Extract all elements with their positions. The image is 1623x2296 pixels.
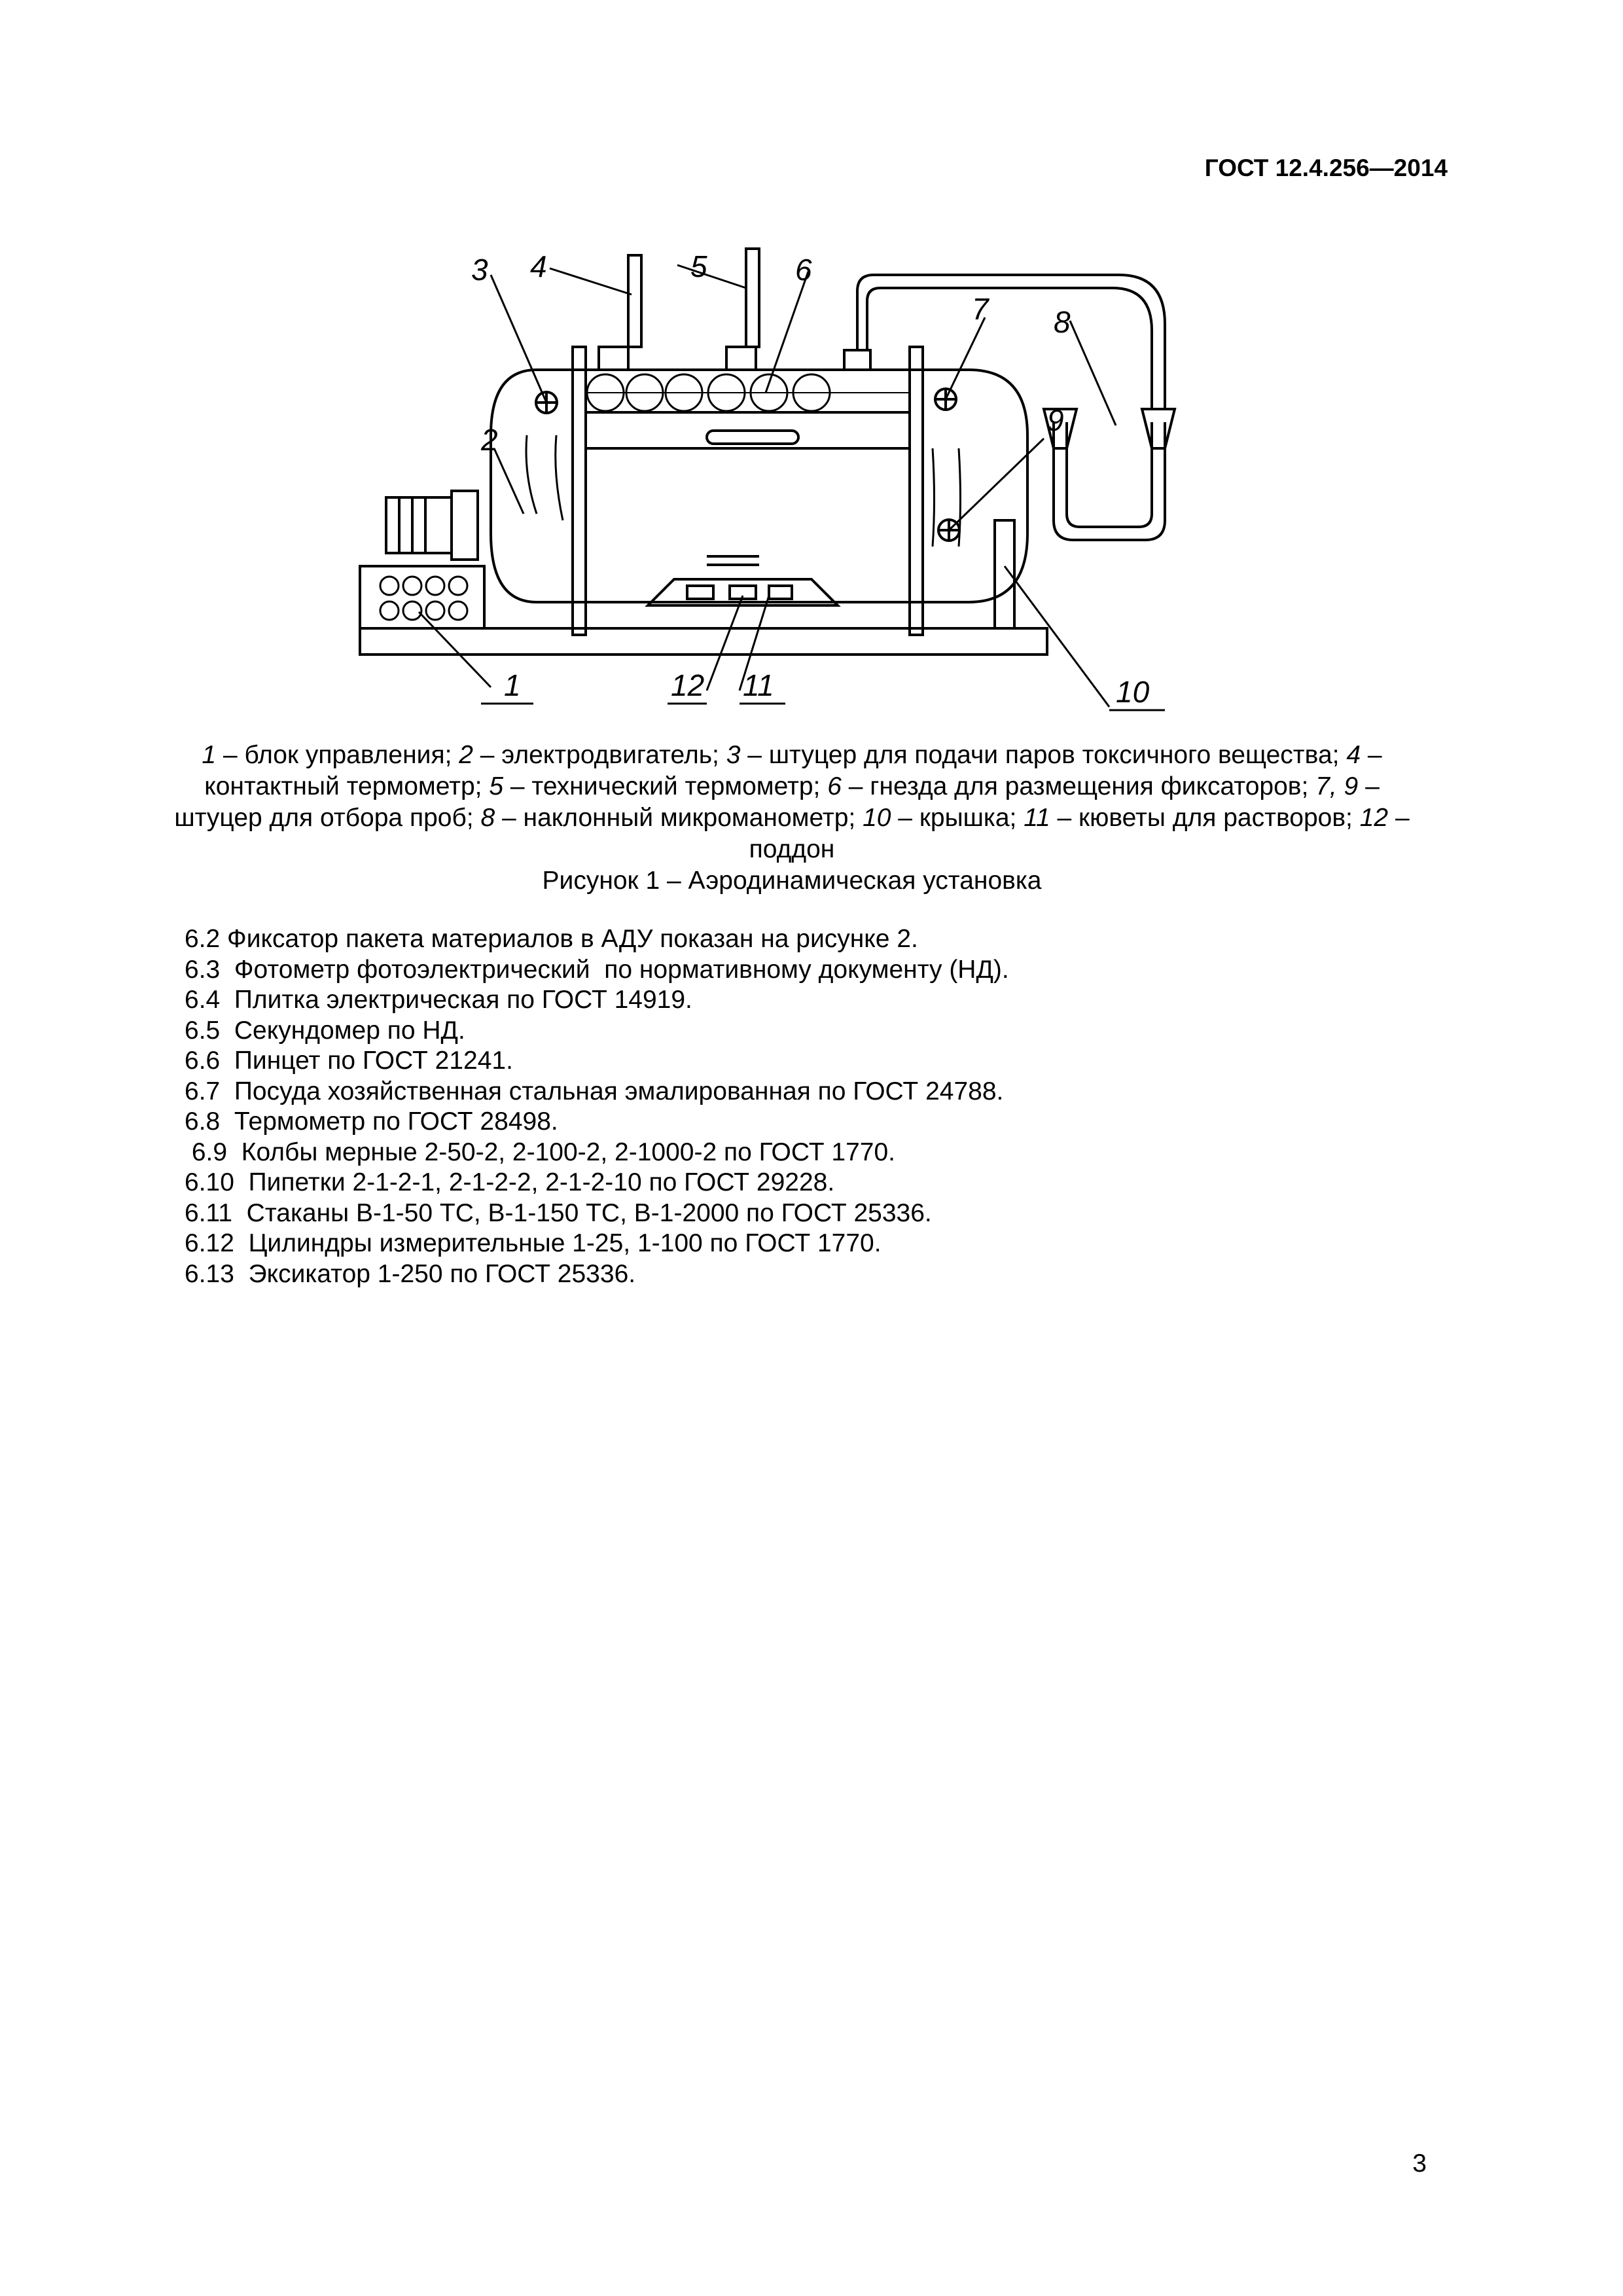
equipment-list [185, 924, 1009, 1289]
technical-thermometer [746, 249, 759, 347]
figure-label-3: 3 [471, 253, 488, 287]
document-header: ГОСТ 12.4.256—2014 [1204, 154, 1448, 181]
list-item: 6.6 Пинцет по ГОСТ 21241. [185, 1047, 513, 1075]
list-item: 6.2 Фиксатор пакета материалов в АДУ показан на рисунке 2. [185, 925, 918, 953]
list-item: 6.12 Цилиндры измерительные 1-25, 1-100 по ГОСТ 1770. [185, 1229, 882, 1257]
contact-thermometer [628, 255, 641, 347]
figure-label-1: 1 [504, 668, 521, 702]
control-knobs [380, 577, 467, 620]
figure-label-2: 2 [481, 423, 498, 457]
figure-label-8: 8 [1054, 305, 1071, 339]
list-item: 6.11 Стаканы В-1-50 ТС, В-1-150 ТС, В-1-2000 по ГОСТ 25336. [185, 1198, 932, 1227]
figure-label-11: 11 [743, 668, 774, 702]
list-item: 6.4 Плитка электрическая по ГОСТ 14919. [185, 986, 692, 1014]
figure-label-7: 7 [972, 292, 989, 326]
figure-caption [157, 740, 1427, 897]
figure-label-10: 10 [1116, 675, 1150, 709]
base-plate [360, 628, 1047, 655]
list-item: 6.10 Пипетки 2-1-2-1, 2-1-2-2, 2-1-2-10 по ГОСТ 29228. [185, 1168, 835, 1196]
electric-motor [386, 497, 452, 553]
list-item: 6.9 Колбы мерные 2-50-2, 2-100-2, 2-1000-2 по ГОСТ 1770. [185, 1138, 896, 1166]
list-item: 6.13 Эксикатор 1-250 по ГОСТ 25336. [185, 1259, 636, 1288]
list-item: 6.8 Термометр по ГОСТ 28498. [185, 1107, 558, 1136]
figure-label-4: 4 [530, 249, 547, 283]
figure-label-9: 9 [1047, 403, 1064, 437]
figure-title: Рисунок 1 – Аэродинамическая установка [542, 867, 1042, 895]
figure-label-5: 5 [690, 249, 707, 283]
figure-label-12: 12 [671, 668, 705, 702]
list-item: 6.3 Фотометр фотоэлектрический по нормативному документу (НД). [185, 955, 1009, 984]
figure-legend: 1 – блок управления; 2 – электродвигатель; 3 – штуцер для подачи паров токсичного вещества; 4 – контактный термометр; 5 – технический термометр; 6 – гнезда для размещения фиксаторов; 7, 9 – штуцер для отбора проб; 8 – наклонный микроманометр; 10 – крышка; 11 – кюветы для растворов; 12 – поддон [174, 741, 1410, 863]
list-item: 6.7 Посуда хозяйственная стальная эмалированная по ГОСТ 24788. [185, 1077, 1004, 1105]
control-block [360, 566, 484, 628]
list-item: 6.5 Секундомер по НД. [185, 1016, 465, 1045]
page-number: 3 [1412, 2149, 1427, 2178]
figure-label-6: 6 [795, 253, 812, 287]
figure-aerodynamic-installation [340, 239, 1243, 717]
